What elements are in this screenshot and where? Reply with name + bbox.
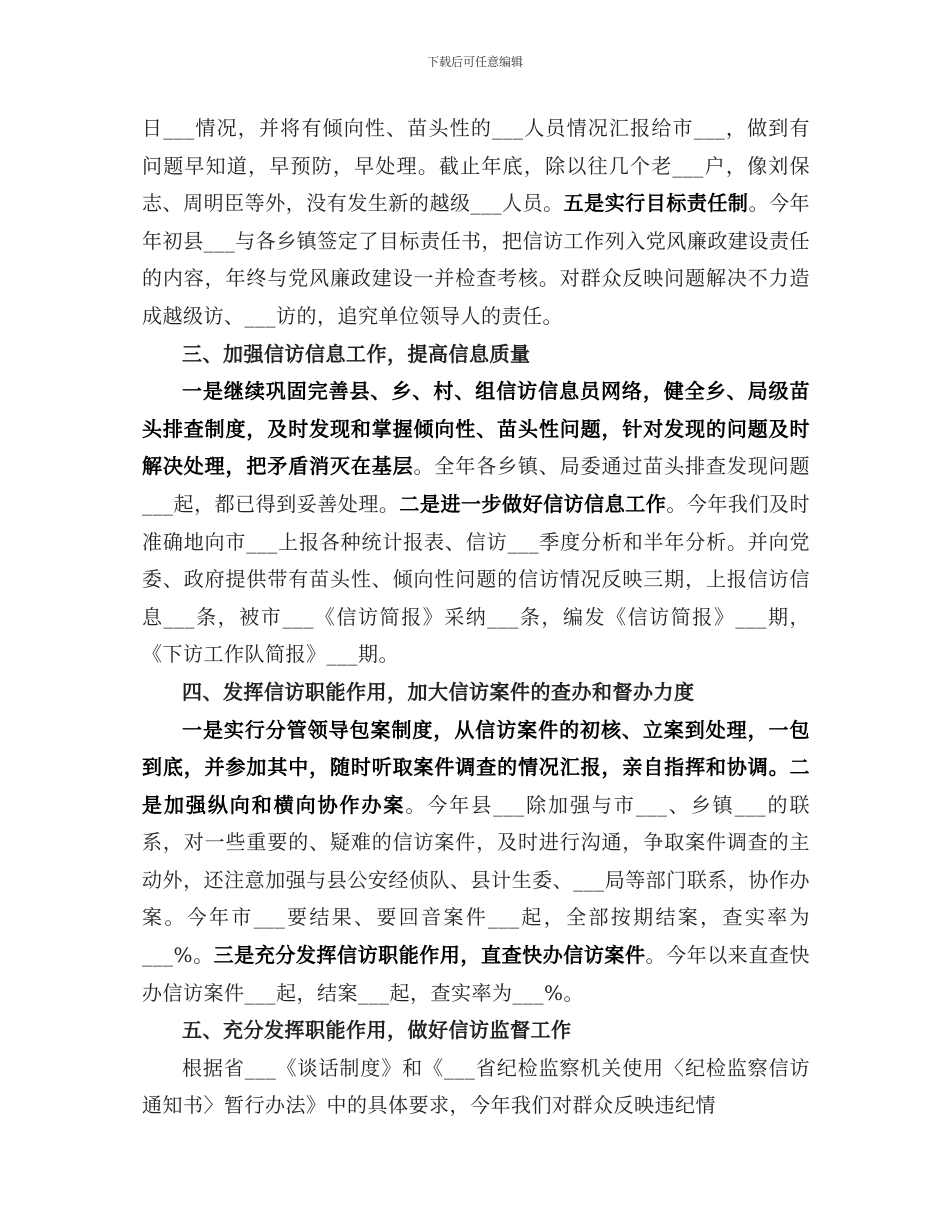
paragraph (142, 712, 810, 1013)
page-header: 下载后可任意编辑 (426, 55, 523, 69)
paragraph-continued (142, 110, 810, 336)
section-heading-3: 三、加强信访信息工作，提高信息质量 (182, 341, 531, 366)
paragraph (142, 373, 810, 674)
section-heading-5: 五、充分发挥职能作用，做好信访监督工作 (182, 1018, 572, 1043)
bold-run: 一是实行分管领导包案制度，从信访案件的初核、立案到处理，一包到底，并参加其中，随时听取案件调查的情况汇报，亲自指挥和协调。二是加强纵向和横向协作办案 (142, 717, 810, 817)
document-body (142, 110, 810, 1125)
bold-run: 三是充分发挥信访职能作用，直查快办信访案件 (213, 943, 646, 968)
text-run: 。今年我们及时准确地向市___上报各种统计报表、信访___季度分析和半年分析。并向党委、政府提供带有苗头性、倾向性问题的信访情况反映三期，上报信访信息___条，被市___《信访简报》采纳___条，编发《信访简报》___期，《下访工作队简报》___期。 (142, 491, 811, 667)
section-heading-4: 四、发挥信访职能作用，加大信访案件的查办和督办力度 (182, 679, 695, 704)
text-run: 日___情况，并将有倾向性、苗头性的___人员情况汇报给市___，做到有问题早知道，早预防，早处理。截止年底，除以往几个老___户，像刘保志、周明臣等外，没有发生新的越级___人员。 (142, 116, 810, 216)
text-run: 。今年以来直查快办信访案件___起，结案___起，查实率为___%。 (142, 943, 810, 1005)
text-run: 。全年各乡镇、局委通过苗头排查发现问题___起，都已得到妥善处理。 (142, 454, 811, 516)
bold-run: 一是继续巩固完善县、乡、村、组信访信息员网络，健全乡、局级苗头排查制度，及时发现和掌握倾向性、苗头性问题，针对发现的问题及时解决处理，把矛盾消灭在基层 (142, 379, 810, 479)
bold-run: 五是实行目标责任制 (563, 191, 749, 216)
bold-run: 二是进一步做好信访信息工作 (399, 491, 667, 516)
text-run: 。今年县___除加强与市___、乡镇___的联系，对一些重要的、疑难的信访案件，及时进行沟通，争取案件调查的主动外，还注意加强与县公安经侦队、县计生委、___局等部门联系，协作办案。今年市___要结果、要回音案件___起，全部按期结案，查实率为___%。 (142, 792, 811, 968)
paragraph (142, 1050, 810, 1125)
text-run: 根据省___《谈话制度》和《___省纪检监察机关使用〈纪检监察信访通知书〉暂行办法》中的具体要求，今年我们对群众反映违纪情 (142, 1055, 810, 1118)
text-run: 。今年年初县___与各乡镇签定了目标责任书，把信访工作列入党风廉政建设责任的内容，年终与党风廉政建设一并检查考核。对群众反映问题解决不力造成越级访、___访的，追究单位领导人的责任。 (142, 191, 811, 328)
